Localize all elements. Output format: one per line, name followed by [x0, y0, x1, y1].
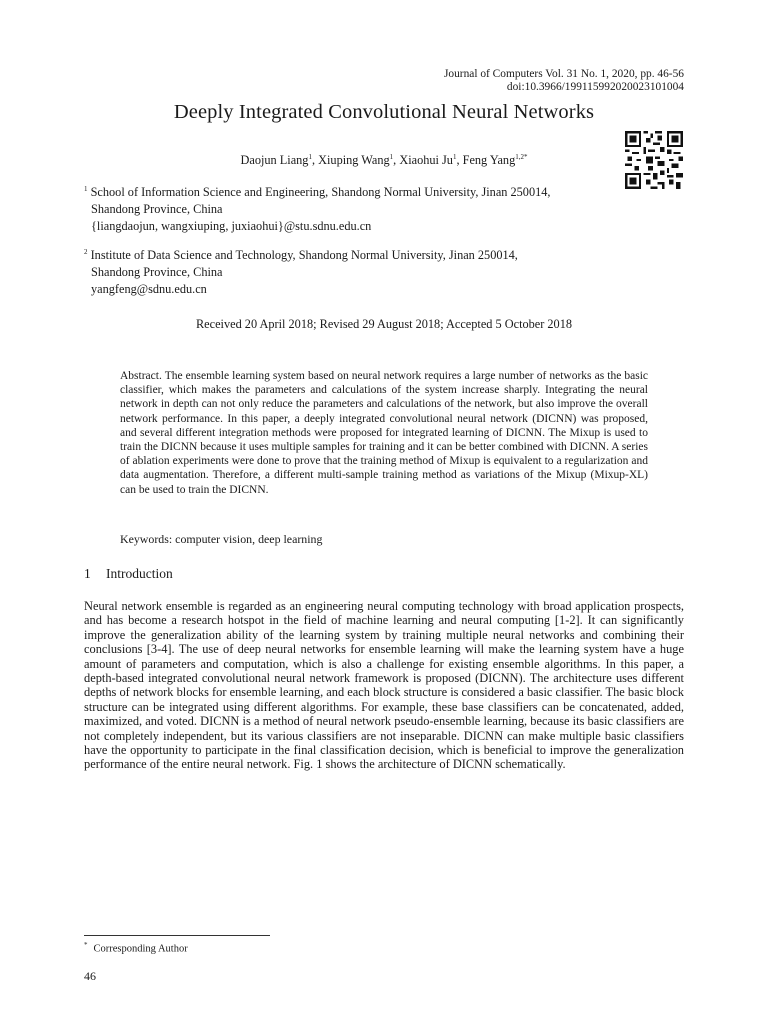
section-title: Introduction	[106, 566, 173, 581]
journal-citation: Journal of Computers Vol. 31 No. 1, 2020, pp. 46-56	[443, 68, 684, 80]
journal-doi: doi:10.3966/199115992020023101004	[506, 81, 684, 93]
affiliation-number: 1	[84, 185, 88, 193]
affiliation-line: Institute of Data Science and Technology, Shandong Normal University, Jinan 250014,	[90, 248, 518, 263]
journal-header	[444, 68, 684, 94]
footnote-mark: *	[84, 941, 88, 949]
affiliation-line: Shandong Province, China	[91, 265, 223, 280]
page-number: 46	[84, 969, 96, 983]
received-dates: Received 20 April 2018; Revised 29 August 2018; Accepted 5 October 2018	[195, 317, 572, 331]
keywords	[120, 532, 322, 547]
affiliation-line: School of Information Science and Engineering, Shandong Normal University, Jinan 250014,	[90, 185, 551, 200]
affiliation-line: Shandong Province, China	[91, 202, 223, 217]
abstract-text: The ensemble learning system based on neural network requires a large number of networks as the basic classifier, which makes the parameters and calculations of the system increase sharply. Integrating the neural network in depth can not only reduce the parameters and calculations of the network, but also improve the overall network performance. In this paper, a deeply integrated convolutional neural network (DICNN) was proposed, and several different integration methods were proposed for integrated learning of DICNN. The Mixup is used to train the DICNN because it uses multiple samples for training and it can be better combined with DICNN. A series of ablation experiments were done to prove that the training method of Mixup is equivalent to a regularization and data augmentation. Therefore, a different multi-sample training method as variations of the Mixup (Mixup-XL) can be used to train the DICNN.	[120, 370, 648, 496]
author-list: Daojun Liang$^1$, Xiuping Wang$^1$, Xiaohui Ju$^1$, Feng Yang$^{1,2*}$	[240, 153, 528, 168]
author-sup: 1,2*	[515, 153, 528, 161]
keywords-label: Keywords:	[120, 532, 173, 546]
affiliation-email: yangfeng@sdnu.edu.cn	[91, 282, 207, 297]
author-name: Xiuping Wang	[318, 153, 390, 168]
author-name: Xiaohui Ju	[399, 153, 453, 168]
paper-title: Deeply Integrated Convolutional Neural Networks	[173, 101, 595, 123]
affiliation-1	[84, 181, 550, 235]
keywords-text: computer vision, deep learning	[175, 532, 323, 546]
section-body: Neural network ensemble is regarded as an engineering neural computing technology with broad application prospects, and has become a research hotspot in the field of machine learning and neural computing [1-2]. It can significantly improve the generalization ability of the learning system by training multiple neural networks and combining their conclusions [3-4]. The use of deep neural networks for ensemble learning will make the learning system have a huge amount of parameters and computation, which is also a challenge for existing ensemble algorithms. In this paper, a depth-based integrated convolutional neural network framework is proposed (DICNN). The architecture uses different depths of network blocks for ensemble learning, and each block structure is considered a basic classifier. The basic block structure can be integrated using different algorithms. For example, these base classifiers can be concatenated, added, maximized, and voted. DICNN is a method of neural network pseudo-ensemble learning, because its basic classifiers are not completely independent, but its various classifiers are not inseparable. DICNN can make multiple basic classifiers have the opportunity to participate in the final classification decision, which is beneficial to improve the generalization performance of the entire neural network. Fig. 1 shows the architecture of DICNN schematically.	[84, 599, 684, 772]
author-sup: 1	[308, 153, 312, 161]
abstract	[120, 369, 648, 497]
affiliation-2	[84, 244, 518, 298]
author-name: Daojun Liang	[240, 153, 309, 168]
abstract-label: Abstract.	[120, 370, 162, 382]
affiliation-number: 2	[84, 248, 88, 256]
section-number: 1	[84, 566, 91, 581]
author-sup: 1	[389, 153, 394, 161]
affiliation-email: {liangdaojun, wangxiuping, juxiaohui}@stu.sdnu.edu.cn	[91, 219, 372, 234]
footnote-divider	[84, 935, 270, 936]
author-sup: 1	[452, 153, 457, 161]
footnote-text: Corresponding Author	[93, 943, 188, 955]
footnote	[84, 941, 188, 955]
section-heading	[84, 566, 173, 582]
author-name: Feng Yang	[462, 153, 516, 168]
